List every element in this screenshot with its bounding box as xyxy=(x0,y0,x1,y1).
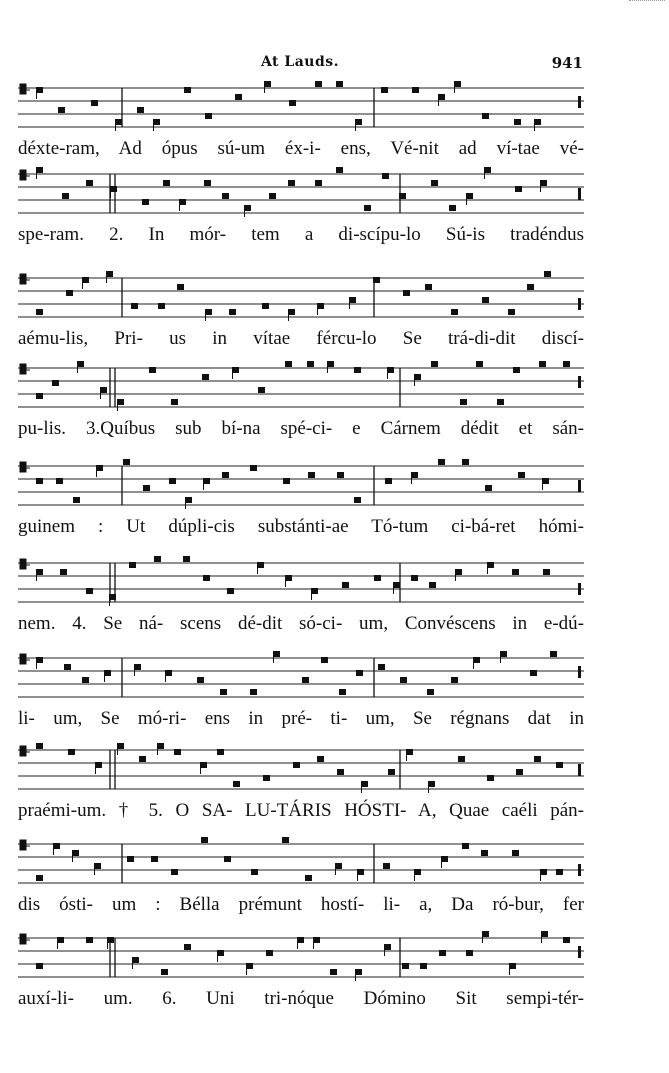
neume-note xyxy=(354,367,361,373)
music-staff xyxy=(18,360,584,420)
neume-note xyxy=(62,193,69,199)
music-staff xyxy=(18,650,584,710)
neume-note xyxy=(427,689,434,695)
neume-note xyxy=(203,478,210,484)
neume-note xyxy=(411,472,418,478)
neume-note xyxy=(36,743,43,749)
neume-note xyxy=(327,361,334,367)
neume-note xyxy=(425,284,432,290)
neume-note xyxy=(282,837,289,843)
neume-note xyxy=(402,963,409,969)
neume-note xyxy=(132,957,139,963)
neume-note xyxy=(414,374,421,380)
neume-note xyxy=(514,119,521,125)
neume-note xyxy=(487,775,494,781)
neume-note xyxy=(449,205,456,211)
neume-note xyxy=(109,594,116,600)
custos-icon xyxy=(578,946,581,958)
neume-note xyxy=(36,478,43,484)
neume-note xyxy=(451,309,458,315)
neume-note xyxy=(246,963,253,969)
neume-note xyxy=(406,749,413,755)
neume-note xyxy=(94,863,101,869)
neume-note xyxy=(273,651,280,657)
clef-icon xyxy=(20,274,30,284)
neume-note xyxy=(250,465,257,471)
chant-system xyxy=(18,80,584,180)
neume-note xyxy=(530,670,537,676)
neume-note xyxy=(431,180,438,186)
neume-note xyxy=(100,387,107,393)
neume-note xyxy=(466,950,473,956)
neume-note xyxy=(68,749,75,755)
neume-note xyxy=(484,167,491,173)
lyric-line: guinem : Ut dúpli-cis substánti-ae Tó-tum ci-bá-ret hómi- xyxy=(18,516,584,537)
neume-note xyxy=(60,569,67,575)
neume-note xyxy=(117,399,124,405)
neume-note xyxy=(56,478,63,484)
neume-note xyxy=(487,562,494,568)
neume-note xyxy=(227,588,234,594)
neume-note xyxy=(383,863,390,869)
neume-note xyxy=(142,199,149,205)
running-title: At Lauds. xyxy=(260,54,340,70)
neume-note xyxy=(66,290,73,296)
neume-note xyxy=(315,81,322,87)
neume-note xyxy=(414,869,421,875)
clef-icon xyxy=(20,559,30,569)
neume-note xyxy=(382,173,389,179)
neume-note xyxy=(420,963,427,969)
neume-note xyxy=(364,205,371,211)
neume-note xyxy=(131,303,138,309)
neume-note xyxy=(321,657,328,663)
neume-note xyxy=(263,775,270,781)
lyric-line: dis ósti- um : Bélla prémunt hostí- li- a, Da ró-bur, fer xyxy=(18,894,584,915)
neume-note xyxy=(527,284,534,290)
clef-icon xyxy=(20,364,30,374)
neume-note xyxy=(73,497,80,503)
neume-note xyxy=(269,193,276,199)
neume-note xyxy=(335,863,342,869)
neume-note xyxy=(58,107,65,113)
music-staff xyxy=(18,930,584,990)
neume-note xyxy=(233,781,240,787)
neume-note xyxy=(355,969,362,975)
scan-mark xyxy=(629,0,665,5)
neume-note xyxy=(534,119,541,125)
neume-note xyxy=(288,180,295,186)
neume-note xyxy=(222,193,229,199)
neume-note xyxy=(540,869,547,875)
custos-icon xyxy=(578,864,581,876)
lyric-line: li- um, Se mó-ri- ens in pré- ti- um, Se régnans dat in xyxy=(18,708,584,729)
neume-note xyxy=(153,119,160,125)
neume-note xyxy=(357,869,364,875)
neume-note xyxy=(462,843,469,849)
clef-icon xyxy=(20,840,30,850)
neume-note xyxy=(534,756,541,762)
neume-note xyxy=(462,459,469,465)
neume-note xyxy=(262,303,269,309)
neume-note xyxy=(400,677,407,683)
music-staff xyxy=(18,270,584,330)
neume-note xyxy=(171,869,178,875)
neume-note xyxy=(266,950,273,956)
neume-note xyxy=(165,670,172,676)
neume-note xyxy=(354,497,361,503)
neume-note xyxy=(169,478,176,484)
lyric-line: déxte-ram, Ad ópus sú-um éx-i- ens, Vé-nit ad ví-tae vé- xyxy=(18,138,584,159)
custos-icon xyxy=(578,96,581,108)
neume-note xyxy=(307,361,314,367)
neume-note xyxy=(222,472,229,478)
neume-note xyxy=(339,689,346,695)
neume-note xyxy=(393,582,400,588)
music-staff xyxy=(18,458,584,518)
neume-note xyxy=(154,556,161,562)
neume-note xyxy=(149,367,156,373)
neume-note xyxy=(123,459,130,465)
neume-note xyxy=(288,309,295,315)
neume-note xyxy=(403,290,410,296)
neume-note xyxy=(235,94,242,100)
neume-note xyxy=(411,575,418,581)
neume-note xyxy=(476,361,483,367)
neume-note xyxy=(204,180,211,186)
neume-note xyxy=(438,459,445,465)
music-staff xyxy=(18,555,584,615)
neume-note xyxy=(473,657,480,663)
chant-system xyxy=(18,650,584,750)
neume-note xyxy=(429,582,436,588)
neume-note xyxy=(137,107,144,113)
neume-note xyxy=(556,869,563,875)
neume-note xyxy=(515,186,522,192)
lyric-line: aému-lis, Pri- us in vítae fércu-lo Se trá-di-dit discí- xyxy=(18,328,584,349)
neume-note xyxy=(293,762,300,768)
neume-note xyxy=(264,81,271,87)
custos-icon xyxy=(578,666,581,678)
neume-note xyxy=(36,167,43,173)
lyric-line: nem. 4. Se ná- scens dé-dit só-ci- um, Convéscens in e-dú- xyxy=(18,613,584,634)
neume-note xyxy=(308,472,315,478)
neume-note xyxy=(439,950,446,956)
clef-icon xyxy=(20,654,30,664)
music-staff xyxy=(18,80,584,140)
neume-note xyxy=(77,361,84,367)
neume-note xyxy=(232,367,239,373)
chant-system xyxy=(18,930,584,1030)
neume-note xyxy=(185,497,192,503)
neume-note xyxy=(86,937,93,943)
neume-note xyxy=(313,937,320,943)
neume-note xyxy=(104,670,111,676)
custos-icon xyxy=(578,376,581,388)
neume-note xyxy=(134,664,141,670)
neume-note xyxy=(36,393,43,399)
neume-note xyxy=(384,944,391,950)
neume-note xyxy=(217,749,224,755)
page-number: 941 xyxy=(551,54,583,72)
clef-icon xyxy=(20,462,30,472)
neume-note xyxy=(349,297,356,303)
neume-note xyxy=(482,931,489,937)
neume-note xyxy=(311,588,318,594)
neume-note xyxy=(451,677,458,683)
custos-icon xyxy=(578,298,581,310)
neume-note xyxy=(151,856,158,862)
neume-note xyxy=(257,562,264,568)
neume-note xyxy=(117,743,124,749)
neume-note xyxy=(540,180,547,186)
neume-note xyxy=(179,199,186,205)
neume-note xyxy=(355,119,362,125)
neume-note xyxy=(513,367,520,373)
neume-note xyxy=(428,781,435,787)
neume-note xyxy=(374,575,381,581)
neume-note xyxy=(317,303,324,309)
neume-note xyxy=(454,81,461,87)
neume-note xyxy=(96,465,103,471)
neume-note xyxy=(481,850,488,856)
neume-note xyxy=(330,969,337,975)
neume-note xyxy=(36,87,43,93)
neume-note xyxy=(36,657,43,663)
neume-note xyxy=(183,556,190,562)
neume-note xyxy=(541,931,548,937)
neume-note xyxy=(285,361,292,367)
neume-note xyxy=(82,277,89,283)
neume-note xyxy=(342,582,349,588)
neume-note xyxy=(201,837,208,843)
neume-note xyxy=(544,271,551,277)
neume-note xyxy=(250,689,257,695)
neume-note xyxy=(251,869,258,875)
neume-note xyxy=(438,94,445,100)
neume-note xyxy=(466,193,473,199)
neume-note xyxy=(302,677,309,683)
neume-note xyxy=(174,749,181,755)
neume-note xyxy=(86,588,93,594)
clef-icon xyxy=(20,84,30,94)
neume-note xyxy=(518,472,525,478)
neume-note xyxy=(556,762,563,768)
neume-note xyxy=(139,756,146,762)
neume-note xyxy=(127,856,134,862)
neume-note xyxy=(36,309,43,315)
neume-note xyxy=(57,937,64,943)
neume-note xyxy=(52,380,59,386)
neume-note xyxy=(317,756,324,762)
neume-note xyxy=(563,937,570,943)
neume-note xyxy=(205,113,212,119)
neume-note xyxy=(516,769,523,775)
music-staff xyxy=(18,742,584,802)
neume-note xyxy=(482,297,489,303)
chant-system xyxy=(18,270,584,370)
lyric-line: spe-ram. 2. In mór- tem a di-scípu-lo Sú-is tradéndus xyxy=(18,224,584,245)
neume-note xyxy=(115,119,122,125)
neume-note xyxy=(203,575,210,581)
neume-note xyxy=(399,193,406,199)
page-header xyxy=(0,54,669,78)
custos-icon xyxy=(578,480,581,492)
neume-note xyxy=(157,743,164,749)
neume-note xyxy=(512,569,519,575)
neume-note xyxy=(289,100,296,106)
neume-note xyxy=(337,769,344,775)
neume-note xyxy=(485,485,492,491)
neume-note xyxy=(431,361,438,367)
neume-note xyxy=(315,180,322,186)
music-staff xyxy=(18,836,584,896)
neume-note xyxy=(229,309,236,315)
neume-note xyxy=(455,569,462,575)
neume-note xyxy=(337,472,344,478)
chant-system xyxy=(18,836,584,936)
neume-note xyxy=(543,569,550,575)
neume-note xyxy=(129,562,136,568)
neume-note xyxy=(497,399,504,405)
neume-note xyxy=(336,167,343,173)
neume-note xyxy=(244,205,251,211)
neume-note xyxy=(184,944,191,950)
neume-note xyxy=(509,963,516,969)
neume-note xyxy=(283,478,290,484)
chant-system xyxy=(18,742,584,842)
neume-note xyxy=(224,856,231,862)
neume-note xyxy=(482,113,489,119)
neume-note xyxy=(460,399,467,405)
neume-note xyxy=(197,677,204,683)
lyric-line: praémi-um. † 5. O SA- LU-TÁRIS HÓSTI- A, Quae caéli pán- xyxy=(18,800,584,821)
chant-system xyxy=(18,458,584,558)
neume-note xyxy=(107,937,114,943)
neume-note xyxy=(64,664,71,670)
neume-note xyxy=(53,843,60,849)
neume-note xyxy=(200,762,207,768)
clef-icon xyxy=(20,170,30,180)
neume-note xyxy=(373,277,380,283)
custos-icon xyxy=(578,764,581,776)
neume-note xyxy=(36,569,43,575)
neume-note xyxy=(106,271,113,277)
neume-note xyxy=(143,485,150,491)
neume-note xyxy=(258,387,265,393)
neume-note xyxy=(361,781,368,787)
neume-note xyxy=(539,361,546,367)
neume-note xyxy=(387,367,394,373)
neume-note xyxy=(217,950,224,956)
neume-note xyxy=(91,100,98,106)
neume-note xyxy=(202,374,209,380)
neume-note xyxy=(161,969,168,975)
chant-system xyxy=(18,555,584,655)
neume-note xyxy=(297,937,304,943)
neume-note xyxy=(163,180,170,186)
neume-note xyxy=(36,875,43,881)
neume-note xyxy=(82,677,89,683)
neume-note xyxy=(356,670,363,676)
neume-note xyxy=(542,478,549,484)
neume-note xyxy=(385,478,392,484)
clef-icon xyxy=(20,746,30,756)
neume-note xyxy=(512,850,519,856)
custos-icon xyxy=(578,188,581,200)
neume-note xyxy=(508,309,515,315)
neume-note xyxy=(412,87,419,93)
chant-system xyxy=(18,166,584,266)
neume-note xyxy=(171,399,178,405)
neume-note xyxy=(458,756,465,762)
neume-note xyxy=(158,303,165,309)
neume-note xyxy=(177,284,184,290)
neume-note xyxy=(220,689,227,695)
neume-note xyxy=(205,309,212,315)
neume-note xyxy=(285,575,292,581)
chant-system xyxy=(18,360,584,460)
neume-note xyxy=(500,651,507,657)
neume-note xyxy=(550,651,557,657)
neume-note xyxy=(388,769,395,775)
neume-note xyxy=(86,180,93,186)
lyric-line: auxí-li- um. 6. Uni tri-nóque Dómino Sit sempi-tér- xyxy=(18,988,584,1009)
neume-note xyxy=(563,361,570,367)
neume-note xyxy=(184,87,191,93)
neume-note xyxy=(95,762,102,768)
neume-note xyxy=(72,850,79,856)
neume-note xyxy=(305,875,312,881)
neume-note xyxy=(441,856,448,862)
lyric-line: pu-lis. 3.Quíbus sub bí-na spé-ci- e Cárnem dédit et sán- xyxy=(18,418,584,439)
clef-icon xyxy=(20,934,30,944)
neume-note xyxy=(36,963,43,969)
neume-note xyxy=(110,186,117,192)
music-staff xyxy=(18,166,584,226)
neume-note xyxy=(378,664,385,670)
custos-icon xyxy=(578,583,581,595)
neume-note xyxy=(381,87,388,93)
neume-note xyxy=(336,81,343,87)
